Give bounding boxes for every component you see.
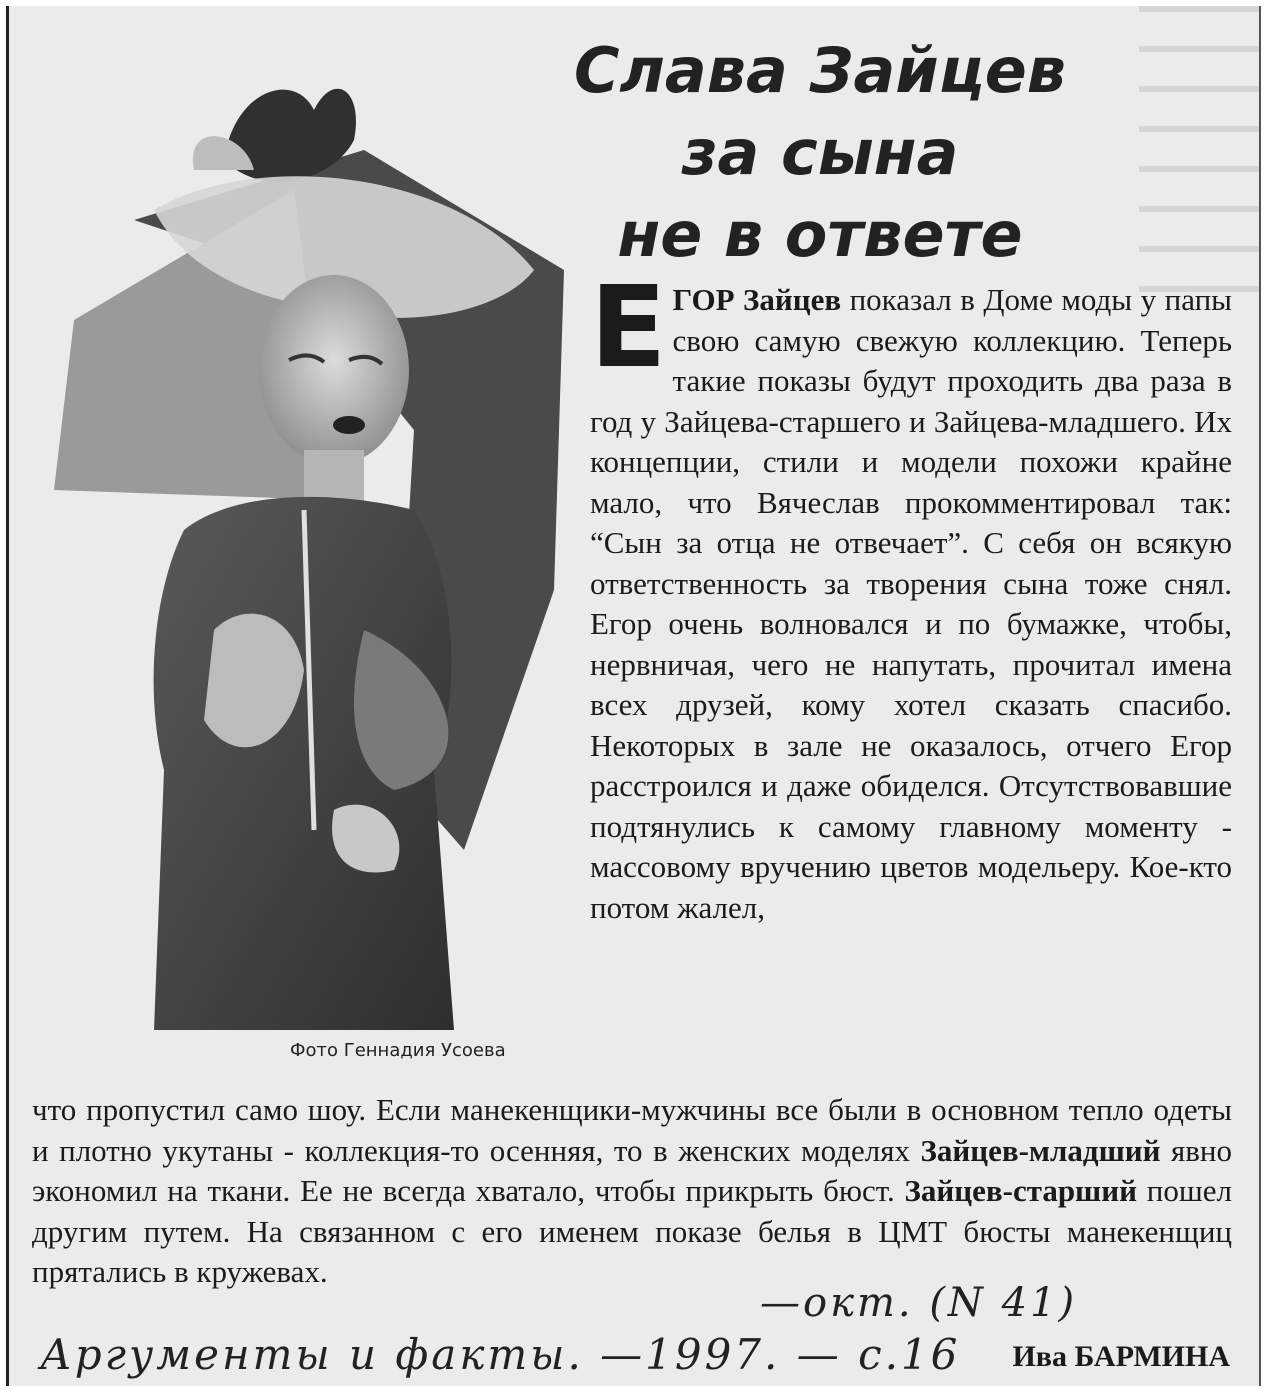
author-byline: Ива БАРМИНА: [1012, 1340, 1230, 1373]
title-line-3: не в ответе: [617, 198, 1023, 271]
model-photo-image: [34, 70, 574, 1030]
wide-text-part-2: явно экономил на ткани. Ее не всегда хватало, чтобы прикрыть бюст.: [32, 1132, 1232, 1208]
bold-name-junior: Зайцев-младший: [920, 1132, 1161, 1168]
fashion-model-photo: [34, 70, 574, 1030]
photo-caption: Фото Геннадия Усоева: [290, 1040, 506, 1061]
wide-text-part-3: пошел другим путем. На связанном с его именем показе белья в ЦМТ бюсты манекенщиц прятались в кружевах.: [32, 1173, 1232, 1289]
handwritten-source-note: Аргументы и факты. —1997. — с.16: [40, 1330, 961, 1379]
article-column-text: [590, 263, 1232, 928]
handwritten-date-note: —окт. (N 41): [760, 1280, 1078, 1326]
article-wide-text: [32, 1090, 1232, 1293]
article-title: [480, 30, 1160, 276]
title-line-1: Слава Зайцев: [574, 34, 1066, 107]
column-body: показал в Доме моды у папы свою самую свежую коллекцию. Теперь такие показы будут проходить два раза в год у Зайцева-старшего и Зайцева-младшего. Их концепции, стили и модели похожи крайне мало, что Вячеслав прокомментировал так: “Сын за отца не отвечает”. С себя он всякую ответственность за творения сына тоже снял. Егор очень волновался и по бумажке, чтобы, нервничая, чего не напутать, прочитал имена всех друзей, кому хотел сказать спасибо. Некоторых в зале не оказалось, отчего Егор расстроился и даже обиделся. Отсутствовавшие подтянулись к самому главному моменту - массовому вручению цветов модельеру. Кое-кто потом жалел,: [590, 282, 1232, 925]
wide-text-part-1: что пропустил само шоу. Если манекенщики-мужчины все были в основном тепло одеты и плотно укутаны - коллекция-то осенняя, то в женских моделях: [32, 1092, 1232, 1168]
drop-cap: Е: [590, 263, 667, 393]
bold-name-senior: Зайцев-старший: [904, 1173, 1137, 1208]
lead-name: ГОР Зайцев: [672, 282, 842, 317]
title-line-2: за сына: [681, 116, 959, 189]
